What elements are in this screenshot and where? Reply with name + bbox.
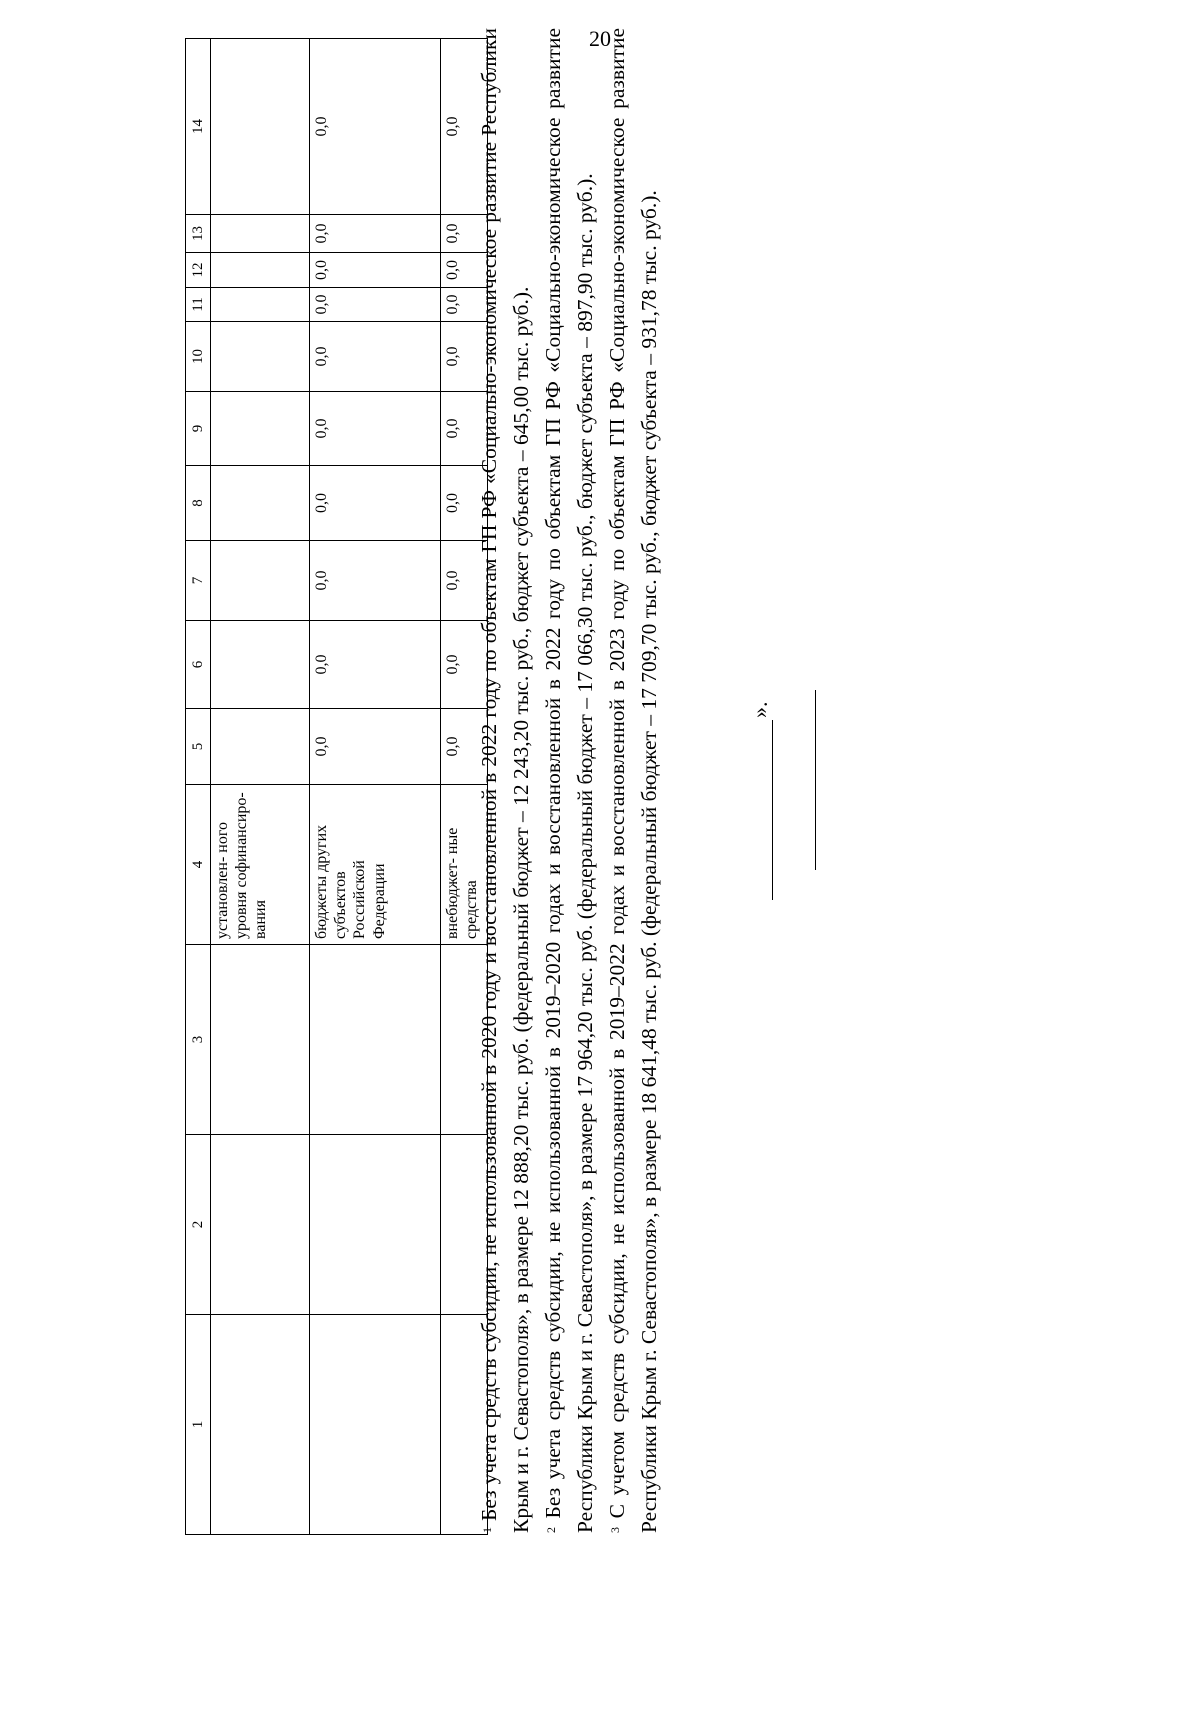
end-rule xyxy=(815,690,816,870)
header-cell: 2 xyxy=(186,1135,211,1315)
value-cell: 0,0 xyxy=(310,466,441,541)
source-label: установлен- ного уровня софинансиро- вания xyxy=(211,785,310,945)
value-cell: 0,0 xyxy=(441,39,488,215)
value-cell xyxy=(211,288,310,322)
source-label: бюджеты других субъектов Российской Федерации xyxy=(310,785,441,945)
value-cell xyxy=(211,621,310,709)
header-cell: 1 xyxy=(186,1315,211,1535)
closing-quote-line xyxy=(747,702,777,901)
footnote-mark: 2 xyxy=(544,1527,558,1533)
value-cell xyxy=(211,541,310,621)
header-cell: 11 xyxy=(186,288,211,322)
source-label: внебюджет- ные средства xyxy=(441,785,488,945)
footnotes xyxy=(473,28,665,1533)
table-cell xyxy=(211,945,310,1135)
table-row xyxy=(310,39,441,1535)
value-cell: 0,0 xyxy=(310,541,441,621)
footnote-mark: 3 xyxy=(608,1527,622,1533)
footnote-text: С учетом средств субсидии, не использованной в 2019–2022 годах и восстановленной в 2023 году по объектам ГП РФ «Социально-экономическое развитие Республики Крым г. Севастополя», в размере 18 641,48 тыс. руб. (федеральный бюджет – 17 709,70 тыс. руб., бюджет субъекта – 931,78 тыс. руб.). xyxy=(605,28,661,1533)
header-cell: 6 xyxy=(186,621,211,709)
header-cell: 7 xyxy=(186,541,211,621)
header-cell: 10 xyxy=(186,322,211,392)
value-cell: 0,0 xyxy=(441,466,488,541)
footnote xyxy=(537,28,601,1533)
header-cell: 14 xyxy=(186,39,211,215)
value-cell xyxy=(211,466,310,541)
table-header-row xyxy=(186,39,211,1535)
table-cell xyxy=(211,1135,310,1315)
value-cell: 0,0 xyxy=(310,215,441,253)
value-cell: 0,0 xyxy=(441,253,488,288)
header-cell: 5 xyxy=(186,709,211,785)
value-cell: 0,0 xyxy=(310,709,441,785)
header-cell: 9 xyxy=(186,392,211,466)
table-row xyxy=(211,39,310,1535)
funding-table xyxy=(185,38,488,1535)
value-cell: 0,0 xyxy=(441,322,488,392)
value-cell xyxy=(211,392,310,466)
table-cell xyxy=(211,1315,310,1535)
footnote xyxy=(601,28,665,1533)
footnote-text: Без учета средств субсидии, не использованной в 2020 году и восстановленной в 2022 году по объектам ГП РФ «Социально-экономическое развитие Республики Крым и г. Севастополя», в размере 12 888,20 тыс. руб. (федеральный бюджет – 12 243,20 тыс. руб., бюджет субъекта – 645,00 тыс. руб.). xyxy=(477,28,533,1533)
table-cell xyxy=(310,1135,441,1315)
value-cell xyxy=(211,215,310,253)
landscape-content xyxy=(125,25,865,1535)
header-cell: 3 xyxy=(186,945,211,1135)
value-cell xyxy=(211,709,310,785)
header-cell: 8 xyxy=(186,466,211,541)
value-cell: 0,0 xyxy=(441,288,488,322)
value-cell: 0,0 xyxy=(441,709,488,785)
value-cell: 0,0 xyxy=(310,322,441,392)
table-cell xyxy=(310,945,441,1135)
header-cell: 13 xyxy=(186,215,211,253)
value-cell: 0,0 xyxy=(310,621,441,709)
value-cell: 0,0 xyxy=(310,392,441,466)
value-cell xyxy=(211,322,310,392)
header-cell: 4 xyxy=(186,785,211,945)
value-cell: 0,0 xyxy=(441,541,488,621)
value-cell: 0,0 xyxy=(441,621,488,709)
value-cell: 0,0 xyxy=(310,39,441,215)
value-cell: 0,0 xyxy=(310,253,441,288)
closing-rule xyxy=(752,720,773,900)
value-cell xyxy=(211,253,310,288)
footnote-mark: 1 xyxy=(480,1527,494,1533)
table-cell xyxy=(310,1315,441,1535)
footnote-text: Без учета средств субсидии, не использованной в 2019–2020 годах и восстановленной в 2022 году по объектам ГП РФ «Социально-экономическое развитие Республики Крым и г. Севастополя», в размере 17 964,20 тыс. руб. (федеральный бюджет – 17 066,30 тыс. руб., бюджет субъекта – 897,90 тыс. руб.). xyxy=(541,27,597,1533)
value-cell: 0,0 xyxy=(441,215,488,253)
footnote xyxy=(473,28,537,1533)
header-cell: 12 xyxy=(186,253,211,288)
value-cell xyxy=(211,39,310,215)
value-cell: 0,0 xyxy=(310,288,441,322)
closing-mark: ». xyxy=(747,701,772,718)
value-cell: 0,0 xyxy=(441,392,488,466)
page-number: 20 xyxy=(589,26,611,51)
